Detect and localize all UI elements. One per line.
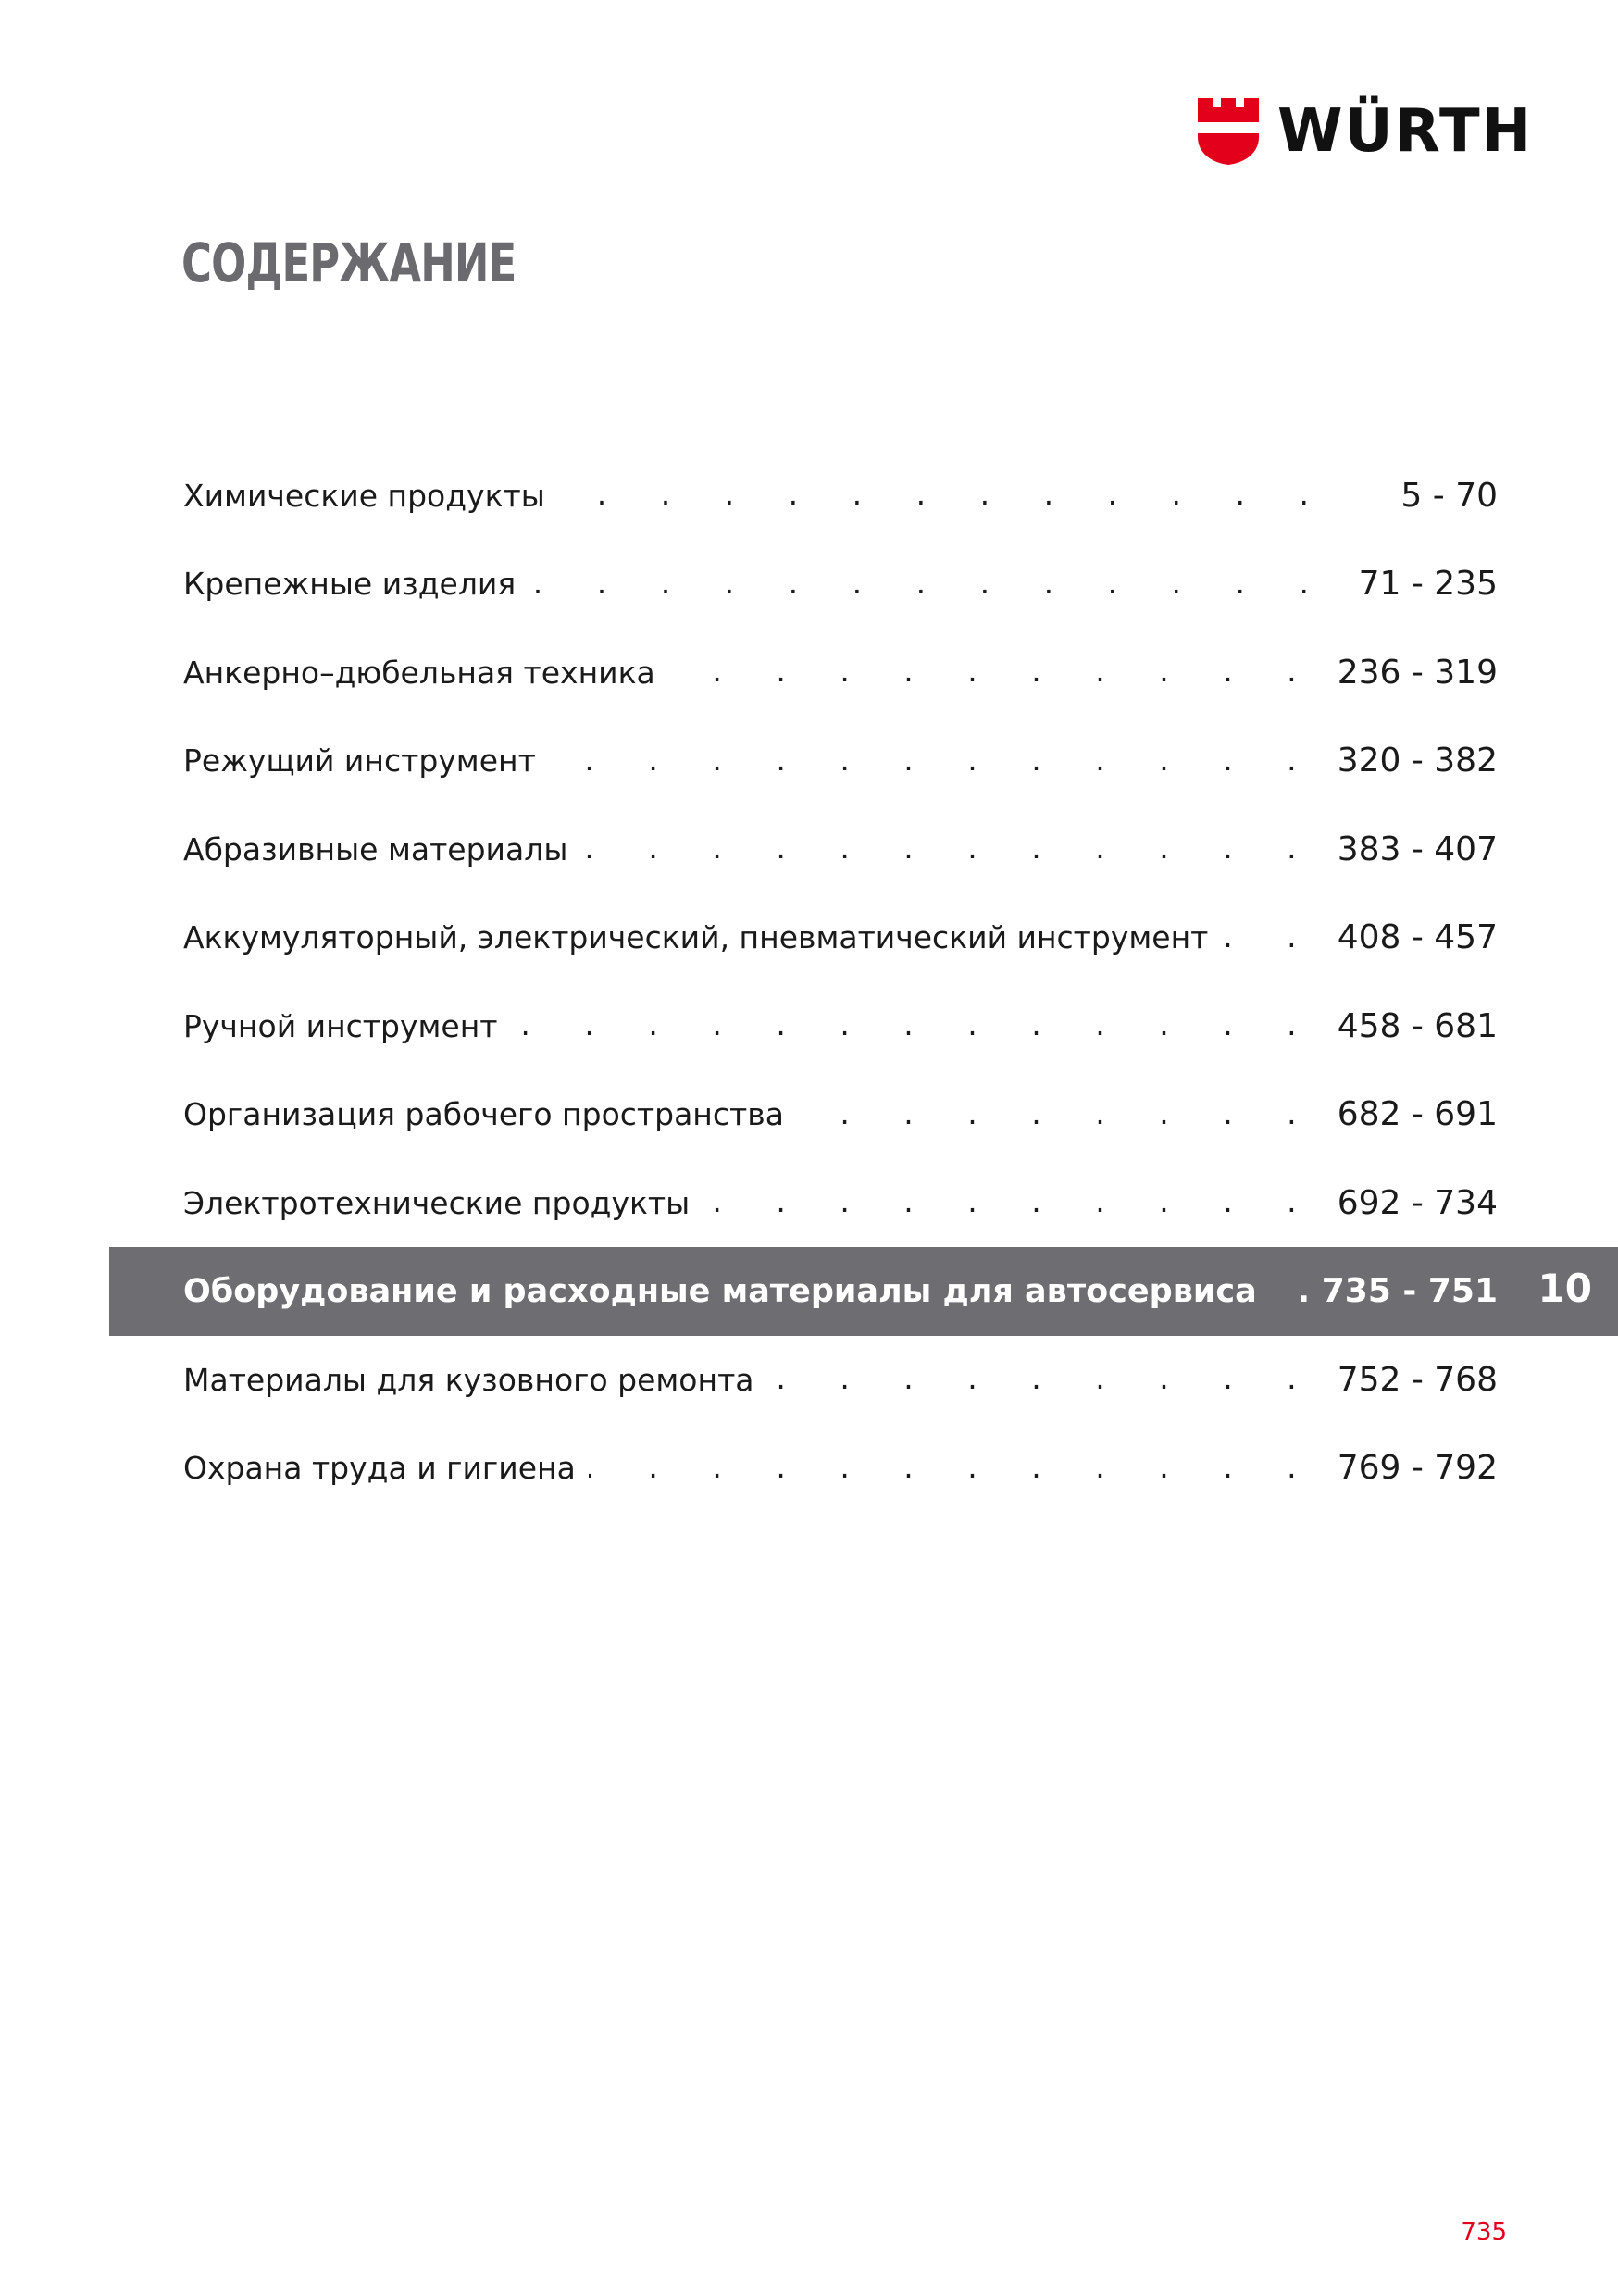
toc-entry-pages: 458 - 681	[1337, 1006, 1498, 1045]
toc-entry-label: Режущий инструмент	[183, 742, 536, 779]
toc-entry-label: Электротехнические продукты	[183, 1184, 691, 1221]
toc-entry[interactable]	[183, 1351, 1498, 1408]
toc-entry[interactable]	[183, 1440, 1498, 1497]
toc-entry-label: Аккумуляторный, электрический, пневматический инструмент	[183, 919, 1209, 955]
wurth-logo	[1198, 98, 1533, 165]
toc-leader-dots	[797, 1086, 1319, 1143]
toc-leader-dots	[580, 820, 1318, 878]
toc-entry[interactable]	[183, 820, 1498, 878]
brand-name: WÜRTH	[1277, 97, 1534, 166]
toc-entry[interactable]	[183, 555, 1498, 613]
toc-entry-label: Абразивные материалы	[183, 830, 568, 867]
toc-entry-label: Оборудование и расходные материалы для автосервиса	[183, 1272, 1257, 1310]
toc-leader-dots	[703, 1174, 1318, 1231]
toc-leader-dots	[589, 1440, 1319, 1497]
toc-entry-pages: . 735 - 751	[1297, 1272, 1498, 1310]
toc-entry-pages: 383 - 407	[1337, 830, 1498, 868]
toc-leader-dots	[1270, 1263, 1279, 1320]
toc-entry-label: Материалы для кузовного ремонта	[183, 1361, 754, 1398]
toc-entry[interactable]	[183, 467, 1498, 524]
wurth-logo-icon	[1198, 98, 1259, 165]
toc-entry-label: Ручной инструмент	[183, 1007, 498, 1044]
toc-entry[interactable]	[183, 909, 1498, 967]
toc-entry[interactable]	[183, 732, 1498, 790]
toc-leader-dots	[668, 643, 1319, 701]
toc-entry[interactable]	[183, 1086, 1498, 1143]
toc-leader-dots	[558, 467, 1331, 524]
toc-entry-label: Крепежные изделия	[183, 566, 517, 602]
toc-entry-pages: 5 - 70	[1400, 476, 1498, 515]
toc-leader-dots	[1221, 909, 1318, 967]
page-number: 735	[1461, 2218, 1507, 2246]
toc-entry-pages: 752 - 768	[1337, 1360, 1498, 1399]
toc-entry-pages: 692 - 734	[1337, 1183, 1498, 1222]
toc-entry-pages: 682 - 691	[1337, 1095, 1498, 1133]
toc-entry[interactable]	[183, 997, 1498, 1054]
toc-leader-dots	[549, 732, 1319, 790]
toc-entry[interactable]	[183, 1174, 1498, 1231]
toc-entry[interactable]	[183, 1263, 1498, 1320]
toc-entry-pages: 408 - 457	[1337, 918, 1498, 956]
toc-entry-label: Химические продукты	[183, 477, 545, 514]
toc-entry-label: Охрана труда и гигиена	[183, 1450, 576, 1486]
toc-entry-pages: 320 - 382	[1337, 742, 1498, 780]
toc-entry-label: Организация рабочего пространства	[183, 1096, 784, 1132]
toc-leader-dots	[511, 997, 1319, 1054]
section-number: 10	[1537, 1265, 1592, 1311]
toc-entry-pages: 236 - 319	[1337, 653, 1498, 692]
toc-leader-dots	[529, 555, 1331, 613]
toc-entry[interactable]	[183, 643, 1498, 701]
toc-leader-dots	[767, 1351, 1319, 1408]
page-title: СОДЕРЖАНИЕ	[181, 231, 517, 294]
toc-entry-pages: 769 - 792	[1337, 1449, 1498, 1487]
toc-entry-label: Анкерно–дюбельная техника	[183, 654, 655, 691]
toc-entry-pages: 71 - 235	[1358, 565, 1498, 603]
